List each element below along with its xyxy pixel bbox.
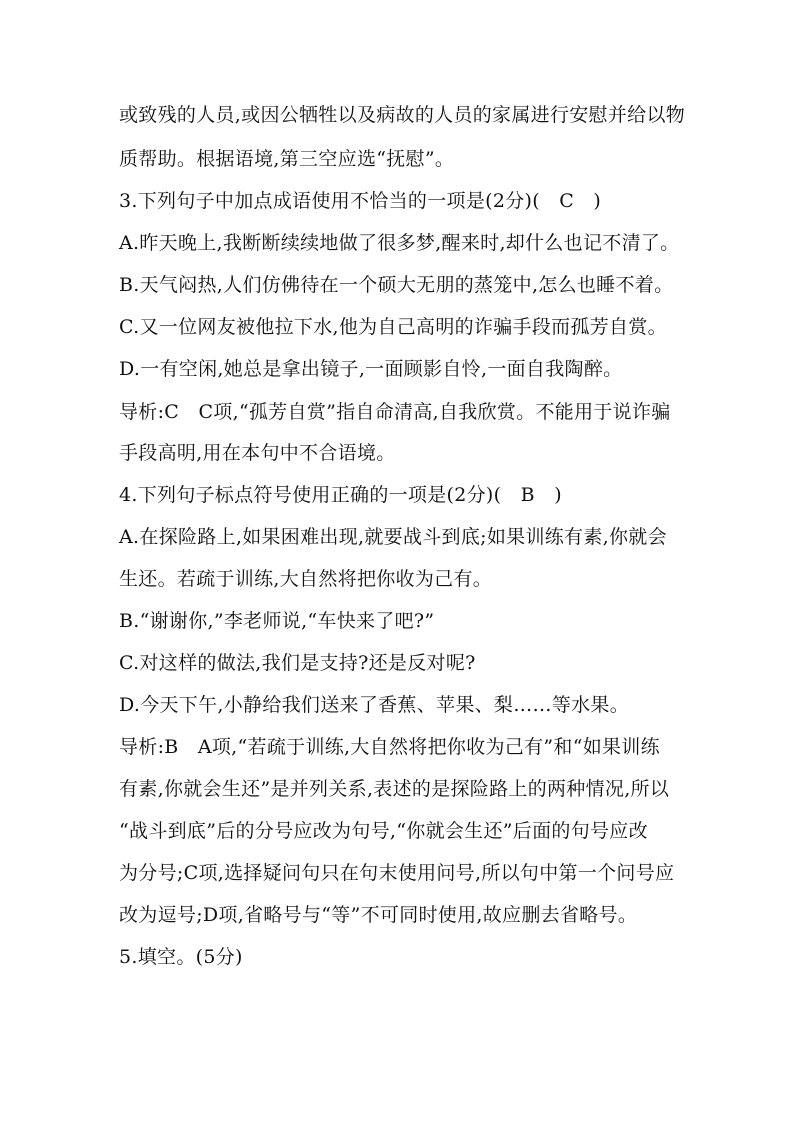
analysis-line: 导析:C C项,“孤芳自赏”指自命清高,自我欣赏。不能用于说诈骗 — [119, 401, 671, 423]
question-5-stem: 5.填空。(5分) — [119, 946, 243, 968]
analysis-line: “战斗到底”后的分号应改为句号,“你就会生还”后面的句号应改 — [119, 820, 648, 842]
option-d: D.一有空闲,她总是拿出镜子,一面顾影自怜,一面自我陶醉。 — [119, 358, 623, 380]
option-a: A.在探险路上,如果困难出现,就要战斗到底;如果训练有素,你就会 — [119, 526, 667, 548]
option-c: C.对这样的做法,我们是支持?还是反对呢? — [119, 652, 476, 674]
analysis-line: 有素,你就会生还”是并列关系,表述的是探险路上的两种情况,所以 — [119, 778, 670, 800]
text-line: 质帮助。根据语境,第三空应选“抚慰”。 — [119, 148, 455, 170]
option-d: D.今天下午,小静给我们送来了香蕉、苹果、梨……等水果。 — [119, 694, 630, 716]
option-b: B.“谢谢你,”李老师说,“车快来了吧?” — [119, 610, 435, 632]
option-a-continued: 生还。若疏于训练,大自然将把你收为己有。 — [119, 568, 493, 590]
analysis-line: 为分号;C项,选择疑问句只在句末使用问号,所以句中第一个问号应 — [119, 862, 675, 884]
analysis-line: 导析:B A项,“若疏于训练,大自然将把你收为己有”和“如果训练 — [119, 736, 660, 758]
question-3-stem: 3.下列句子中加点成语使用不恰当的一项是(2分)( C ) — [119, 190, 602, 212]
analysis-line: 改为逗号;D项,省略号与“等”不可同时使用,故应删去省略号。 — [119, 904, 638, 926]
option-c: C.又一位网友被他拉下水,他为自己高明的诈骗手段而孤芳自赏。 — [119, 316, 667, 338]
question-4-stem: 4.下列句子标点符号使用正确的一项是(2分)( B ) — [119, 484, 562, 506]
text-line: 或致残的人员,或因公牺牲以及病故的人员的家属进行安慰并给以物 — [119, 104, 686, 126]
analysis-line: 手段高明,用在本句中不合语境。 — [119, 442, 396, 464]
option-a: A.昨天晚上,我断断续续地做了很多梦,醒来时,却什么也记不清了。 — [119, 232, 680, 254]
option-b: B.天气闷热,人们仿佛待在一个硕大无朋的蒸笼中,怎么也睡不着。 — [119, 274, 674, 296]
